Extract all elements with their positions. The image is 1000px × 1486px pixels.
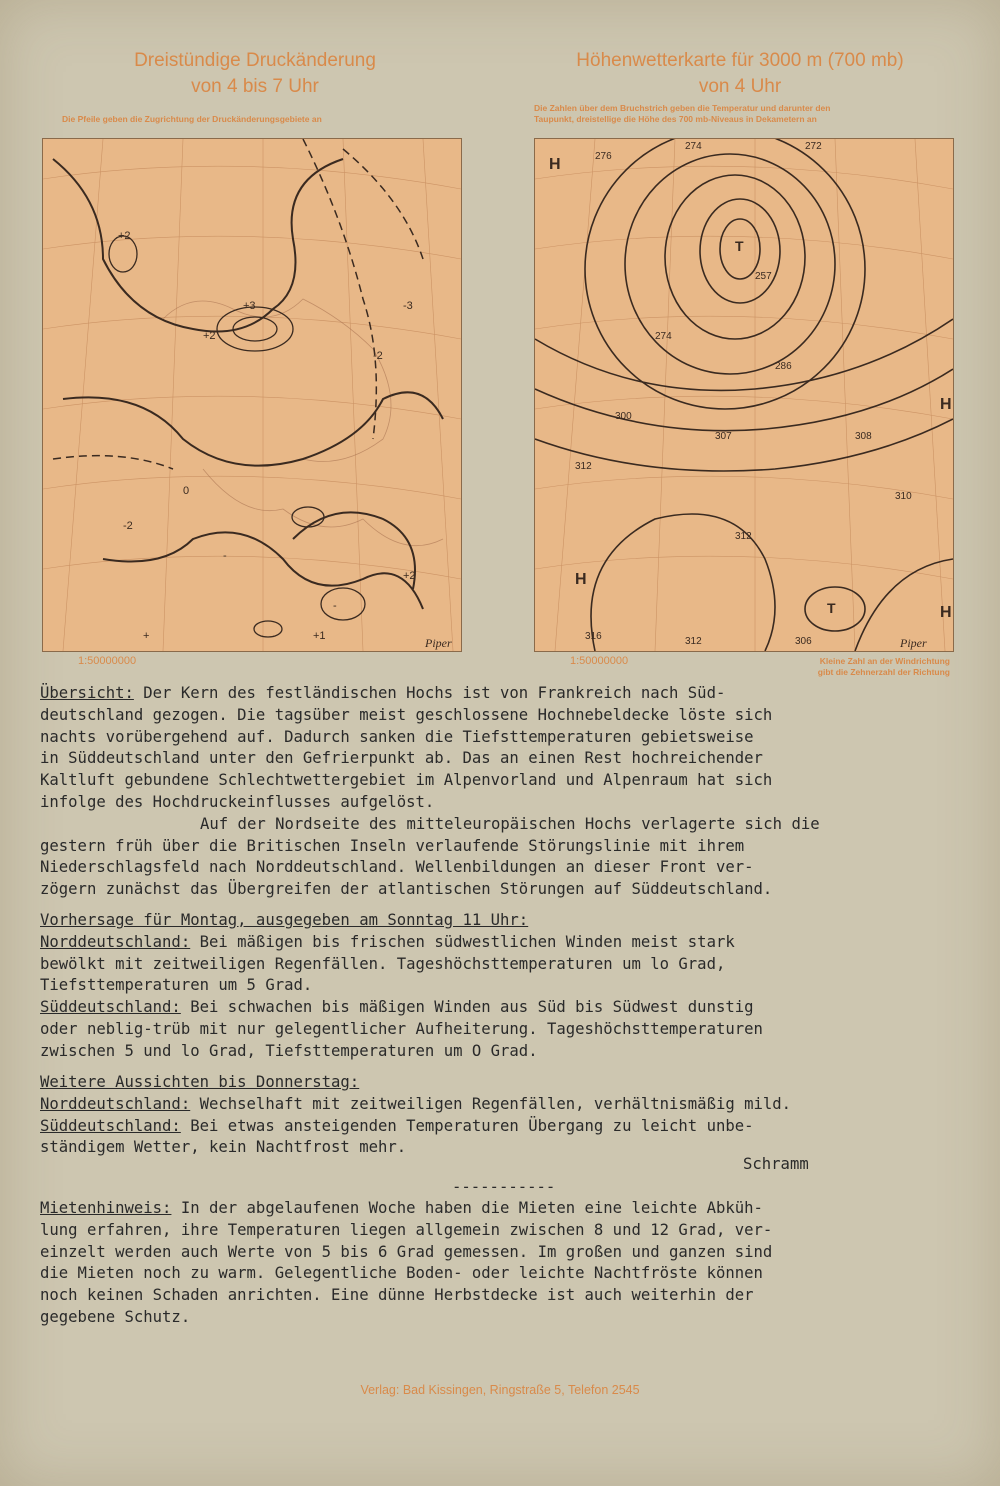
- outlook-south-line2: ständigem Wetter, kein Nachtfrost mehr.: [40, 1138, 407, 1157]
- svg-text:H: H: [940, 396, 952, 413]
- svg-text:316: 316: [585, 631, 602, 642]
- right-map-subtitle: [534, 103, 830, 125]
- overview-line3: nachts vorübergehend auf. Dadurch sanken die Tiefsttemperaturen gebietsweise: [40, 727, 754, 746]
- outlook-north-line: Norddeutschland: Wechselhaft mit zeitweiligen Regenfällen, verhältnismäßig mild.: [40, 1094, 792, 1113]
- right-map-note-line1: Kleine Zahl an der Windrichtung: [819, 656, 950, 666]
- pressure-change-map: [42, 138, 462, 652]
- svg-text:272: 272: [805, 141, 822, 152]
- pressure-change-map-graphic: [43, 139, 461, 651]
- left-map-title-line2: von 4 bis 7 Uhr: [191, 76, 319, 97]
- south-line2: oder neblig-trüb mit nur gelegentlicher Aufheiterung. Tageshöchsttemperaturen: [40, 1019, 763, 1038]
- overview2-line4: zögern zunächst das Übergreifen der atlantischen Störungen auf Süddeutschland.: [40, 880, 773, 899]
- right-map-note: [700, 656, 950, 678]
- svg-text:T: T: [827, 600, 836, 616]
- north-label: Norddeutschland:: [40, 932, 191, 951]
- outlook-section: [40, 1072, 970, 1159]
- right-map-note-line2: gibt die Zehnerzahl der Richtung: [817, 667, 950, 677]
- right-map-title-line2: von 4 Uhr: [698, 76, 782, 97]
- outlook-south-label: Süddeutschland:: [40, 1116, 181, 1135]
- svg-text:-3: -3: [403, 300, 413, 312]
- north-line1: Norddeutschland: Bei mäßigen bis frischen südwestlichen Winden meist stark: [40, 932, 735, 951]
- left-map-title: [40, 48, 470, 100]
- outlook-north-label: Norddeutschland:: [40, 1094, 191, 1113]
- overview-line4: in Süddeutschland unter den Gefrierpunkt ab. Das an einen Rest hochreichender: [40, 749, 763, 768]
- right-map-subtitle-line1: Die Zahlen über dem Bruchstrich geben die Temperatur und darunter den: [534, 103, 831, 113]
- overview2-line2: gestern früh über die Britischen Inseln verlaufende Störungslinie mit ihrem: [40, 836, 745, 855]
- south-line3: zwischen 5 und lo Grad, Tiefsttemperaturen um O Grad.: [40, 1041, 538, 1060]
- right-map-subtitle-line2: Taupunkt, dreistellige die Höhe des 700 mb-Niveaus in Dekametern an: [534, 114, 817, 124]
- forecast-heading: Vorhersage für Montag, ausgegeben am Sonntag 11 Uhr:: [40, 911, 529, 929]
- svg-text:310: 310: [895, 491, 912, 502]
- svg-text:286: 286: [775, 361, 792, 372]
- svg-text:+2: +2: [118, 230, 131, 242]
- svg-text:306: 306: [795, 636, 812, 647]
- north-line2: bewölkt mit zeitweiligen Regenfällen. Tageshöchsttemperaturen um lo Grad,: [40, 954, 726, 973]
- svg-text:0: 0: [183, 485, 190, 497]
- svg-text:H: H: [549, 156, 561, 173]
- svg-text:274: 274: [685, 141, 702, 152]
- overview-line6: infolge des Hochdruckeinflusses aufgelöst.: [40, 792, 435, 811]
- upper-air-map-graphic: [535, 139, 953, 651]
- south-line1: Süddeutschland: Bei schwachen bis mäßigen Winden aus Süd bis Südwest dunstig: [40, 998, 754, 1017]
- overview2-line3: Niederschlagsfeld nach Norddeutschland. Wellenbildungen an dieser Front ver-: [40, 858, 754, 877]
- south-label: Süddeutschland:: [40, 998, 181, 1017]
- svg-text:+2: +2: [203, 330, 216, 342]
- svg-text:307: 307: [715, 431, 732, 442]
- author-signature: Schramm: [743, 1155, 809, 1173]
- svg-text:+3: +3: [243, 300, 256, 312]
- svg-text:-2: -2: [373, 350, 383, 362]
- overview-section: [40, 683, 970, 901]
- svg-text:+1: +1: [313, 630, 326, 642]
- svg-text:300: 300: [615, 411, 632, 422]
- mieten-line6: gegebene Schutz.: [40, 1307, 191, 1326]
- left-map-scale: 1:50000000: [78, 655, 137, 667]
- svg-text:H: H: [575, 571, 587, 588]
- overview-line1: Übersicht: Der Kern des festländischen Hochs ist von Frankreich nach Süd-: [40, 684, 726, 702]
- mieten-line5: noch keinen Schaden anrichten. Eine dünne Herbstdecke ist auch weiterhin der: [40, 1286, 754, 1305]
- svg-text:312: 312: [575, 461, 592, 472]
- svg-text:312: 312: [735, 531, 752, 542]
- mieten-line2: lung erfahren, ihre Temperaturen liegen allgemein zwischen 8 und 12 Grad, ver-: [40, 1220, 773, 1239]
- svg-text:+2: +2: [403, 570, 416, 582]
- overview-line2: deutschland gezogen. Die tagsüber meist geschlossene Hochnebeldecke löste sich: [40, 705, 773, 724]
- overview-label: Übersicht:: [40, 684, 134, 702]
- svg-text:276: 276: [595, 151, 612, 162]
- north-line3: Tiefsttemperaturen um 5 Grad.: [40, 976, 313, 995]
- outlook-heading: Weitere Aussichten bis Donnerstag:: [40, 1073, 360, 1091]
- overview2-line1: Auf der Nordseite des mitteleuropäischen Hochs verlagerte sich die: [200, 814, 820, 833]
- svg-text:H: H: [940, 604, 952, 621]
- svg-text:+: +: [143, 630, 150, 642]
- right-map-title: [525, 48, 955, 100]
- left-map-subtitle: Die Pfeile geben die Zugrichtung der Druckänderungsgebiete an: [62, 114, 322, 124]
- svg-text:-2: -2: [123, 520, 133, 532]
- outlook-south-line1: Süddeutschland: Bei etwas ansteigenden Temperaturen Übergang zu leicht unbe-: [40, 1116, 754, 1135]
- right-map-scale: 1:50000000: [570, 655, 629, 667]
- svg-text:-: -: [333, 600, 337, 612]
- section-divider: -----------: [452, 1178, 556, 1196]
- right-map-signature: Piper: [900, 636, 927, 650]
- upper-air-map: [534, 138, 954, 652]
- left-map-title-line1: Dreistündige Druckänderung: [134, 50, 376, 71]
- svg-text:257: 257: [755, 271, 772, 282]
- svg-text:-: -: [223, 550, 227, 562]
- svg-text:312: 312: [685, 636, 702, 647]
- forecast-section: [40, 910, 970, 1063]
- svg-text:308: 308: [855, 431, 872, 442]
- mieten-section: [40, 1198, 970, 1329]
- svg-text:T: T: [735, 238, 744, 254]
- left-map-signature: Piper: [425, 636, 452, 650]
- svg-text:274: 274: [655, 331, 672, 342]
- mieten-line1: Mietenhinweis: In der abgelaufenen Woche haben die Mieten eine leichte Abküh-: [40, 1199, 763, 1217]
- publisher-footer: Verlag: Bad Kissingen, Ringstraße 5, Telefon 2545: [360, 1383, 640, 1397]
- overview-line5: Kaltluft gebundene Schlechtwettergebiet im Alpenvorland und Alpenraum hat sich: [40, 771, 773, 790]
- mieten-line4: die Mieten noch zu warm. Gelegentliche Boden- oder leichte Nachtfröste können: [40, 1264, 763, 1283]
- mieten-line3: einzelt werden auch Werte von 5 bis 6 Grad gemessen. Im großen und ganzen sind: [40, 1242, 773, 1261]
- mieten-label: Mietenhinweis:: [40, 1199, 172, 1217]
- right-map-title-line1: Höhenwetterkarte für 3000 m (700 mb): [576, 50, 904, 71]
